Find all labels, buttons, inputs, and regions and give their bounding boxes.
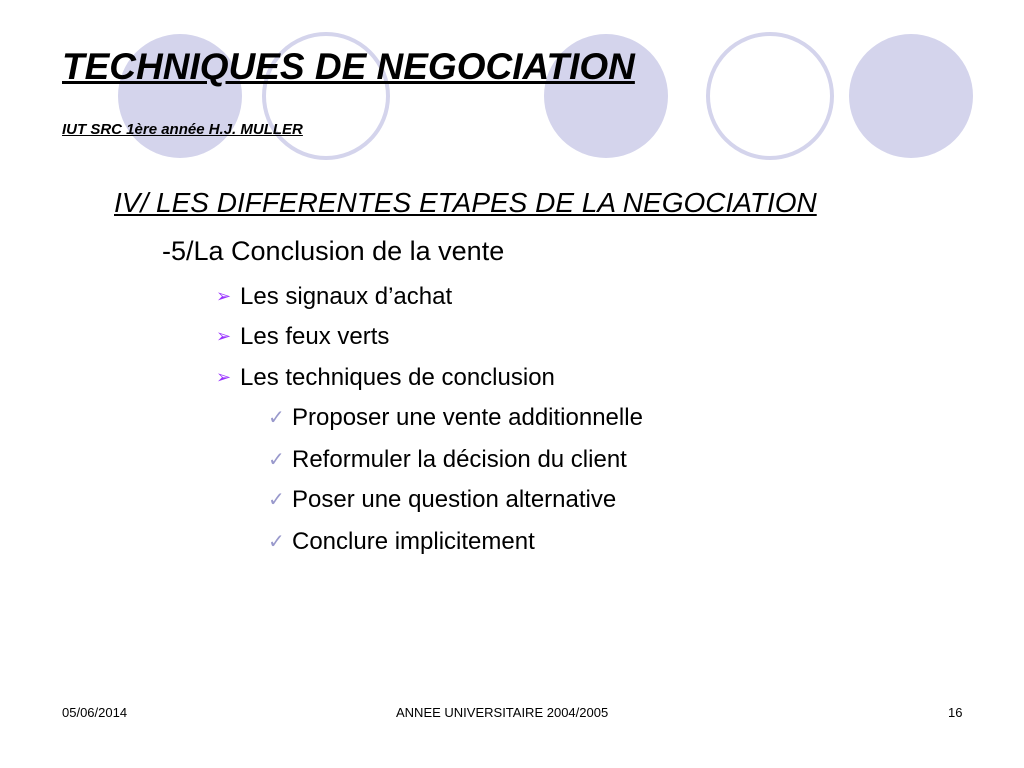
check-label: Reformuler la décision du client bbox=[292, 446, 627, 473]
arrow-bullet-icon: ➢ bbox=[216, 286, 232, 307]
footer-page-number: 16 bbox=[948, 705, 963, 720]
check-item bbox=[268, 529, 535, 555]
bullet-label: Les signaux d’achat bbox=[240, 283, 453, 310]
decor-circle-outline-2 bbox=[708, 34, 832, 158]
checkmark-icon: ✓ bbox=[268, 407, 285, 430]
check-item bbox=[268, 405, 643, 431]
footer-center-text: ANNEE UNIVERSITAIRE 2004/2005 bbox=[396, 705, 609, 720]
bullet-label: Les techniques de conclusion bbox=[240, 364, 555, 391]
bullet-item bbox=[216, 365, 555, 391]
subsection-heading: -5/La Conclusion de la vente bbox=[162, 236, 505, 266]
footer-date: 05/06/2014 bbox=[62, 705, 128, 720]
slide-title: TECHNIQUES DE NEGOCIATION bbox=[62, 46, 635, 87]
checkmark-icon: ✓ bbox=[268, 489, 285, 512]
decor-circle-filled-3 bbox=[849, 34, 973, 158]
bullet-item bbox=[216, 284, 452, 310]
checkmark-icon: ✓ bbox=[268, 449, 285, 472]
check-label: Conclure implicitement bbox=[292, 528, 535, 555]
arrow-bullet-icon: ➢ bbox=[216, 326, 232, 347]
check-item bbox=[268, 487, 616, 513]
section-heading: IV/ LES DIFFERENTES ETAPES DE LA NEGOCIATION bbox=[114, 187, 817, 218]
check-label: Proposer une vente additionnelle bbox=[292, 404, 643, 431]
bullet-item bbox=[216, 324, 389, 350]
slide-subtitle: IUT SRC 1ère année H.J. MULLER bbox=[62, 121, 303, 138]
check-label: Poser une question alternative bbox=[292, 486, 617, 513]
bullet-label: Les feux verts bbox=[240, 323, 390, 350]
arrow-bullet-icon: ➢ bbox=[216, 367, 232, 388]
check-item bbox=[268, 447, 627, 473]
checkmark-icon: ✓ bbox=[268, 531, 285, 554]
